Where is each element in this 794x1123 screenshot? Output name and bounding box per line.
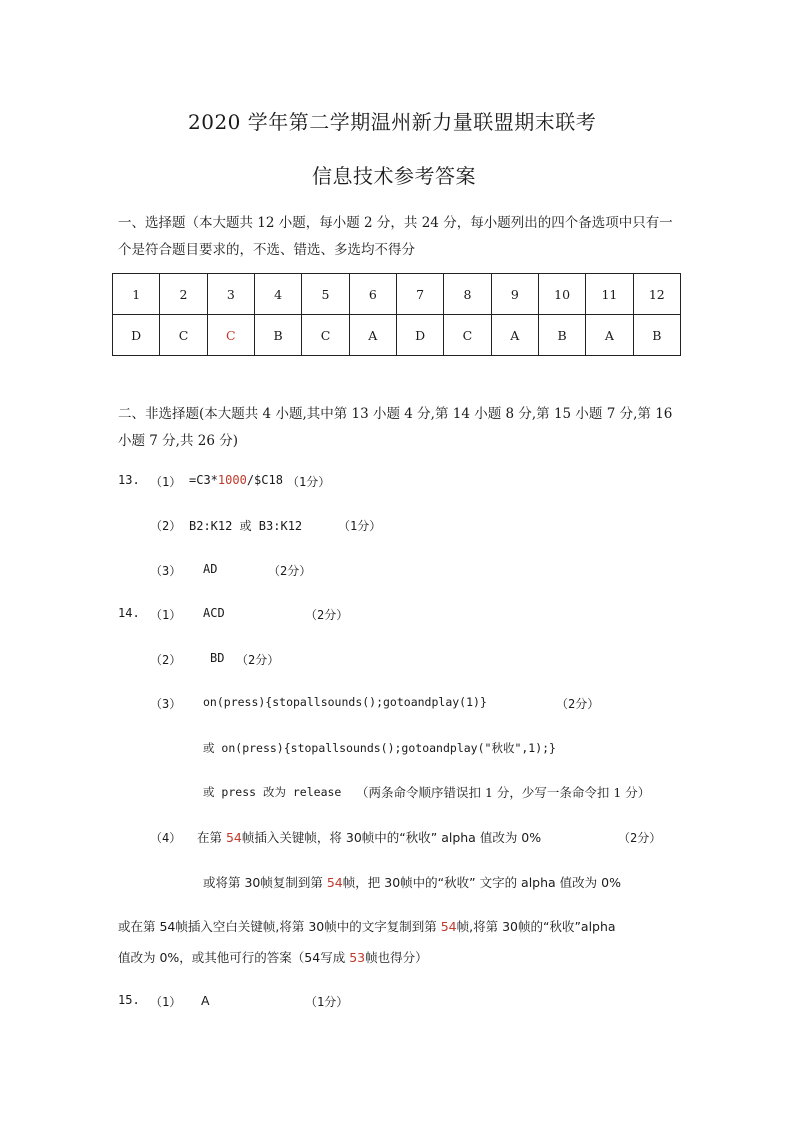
q14-part3-alt-answer: 或 on(press){stopallsounds();gotoandplay("秋收",1);}	[203, 741, 556, 755]
q14-part3-deduction-note: （两条命令顺序错误扣 1 分，少写一条命令扣 1 分）	[356, 785, 651, 800]
answer-cell: C	[160, 315, 207, 356]
q13-formula-highlight: 1000	[217, 473, 247, 487]
question-number-cell: 2	[160, 274, 207, 315]
q13-part3-label: （3）	[150, 564, 182, 578]
q14-part4-alt1-text-a: 或将第 30帧复制到第	[203, 875, 327, 890]
answer-table	[112, 273, 681, 356]
q14-part3-alt-release: 或 press 改为 release	[203, 785, 342, 799]
answer-cell: B	[254, 315, 301, 356]
answer-cell: C	[207, 315, 254, 356]
question-number-cell: 11	[586, 274, 633, 315]
section2-heading-line1: 二、非选择题(本大题共 4 小题,其中第 13 小题 4 分,第 14 小题 8 分,第 15 小题 7 分,第 16	[118, 406, 673, 422]
exam-title: 2020 学年第二学期温州新力量联盟期末联考	[188, 110, 597, 134]
q14-part4-frame-highlight: 54	[225, 830, 242, 845]
question-number-cell: 4	[254, 274, 301, 315]
answer-cell: C	[302, 315, 349, 356]
q13-part1-score: （1分）	[287, 475, 331, 489]
question-number-row	[113, 274, 681, 315]
q14-part4-alt2	[118, 917, 616, 935]
q14-part4-text-a: 在第	[197, 830, 226, 845]
q14-part4-alt1	[203, 873, 621, 891]
q13-part3-answer: AD	[203, 562, 218, 576]
q13-part3-score: （2分）	[268, 564, 312, 578]
q13-part2-label: （2）	[150, 519, 182, 533]
q14-part1-score: （2分）	[305, 608, 349, 622]
q14-part3-label: （3）	[150, 697, 182, 711]
question-number-cell: 6	[349, 274, 396, 315]
answer-cell: B	[633, 315, 680, 356]
q15-part1-score: （1分）	[305, 995, 349, 1009]
answer-cell: D	[113, 315, 160, 356]
q15-number: 15.	[118, 993, 140, 1007]
question-number-cell: 5	[302, 274, 349, 315]
q14-part4-alt3-text-b: 帧也得分）	[365, 950, 428, 965]
q14-part4-alt3-highlight: 53	[349, 950, 366, 965]
q13-part2-score: （1分）	[338, 519, 382, 533]
q15-part1-answer: A	[201, 993, 210, 1008]
q14-part4-label: （4）	[150, 831, 182, 845]
question-number-cell: 8	[444, 274, 491, 315]
question-number-cell: 3	[207, 274, 254, 315]
q14-part4-alt2-text-a: 或在第 54帧插入空白关键帧,将第 30帧中的文字复制到第	[118, 919, 441, 934]
answer-key-title: 信息技术参考答案	[312, 164, 476, 188]
q14-part4-alt1-text-b: 帧，把 30帧中的“秋收” 文字的 alpha 值改为 0%	[342, 875, 621, 890]
question-number-cell: 1	[113, 274, 160, 315]
q13-part1-answer	[189, 473, 283, 487]
q14-part1-label: （1）	[150, 608, 182, 622]
q14-part4-score: （2分）	[618, 831, 662, 845]
q14-part3-score: （2分）	[556, 697, 600, 711]
answer-cell: B	[538, 315, 585, 356]
answer-cell: A	[349, 315, 396, 356]
q14-part1-answer: ACD	[203, 606, 225, 620]
q13-part1-label: （1）	[150, 475, 182, 489]
section1-heading-line1: 一、选择题（本大题共 12 小题，每小题 2 分，共 24 分，每小题列出的四个备选项中只有一	[118, 215, 673, 231]
q13-part2-answer: B2:K12 或 B3:K12	[189, 519, 303, 533]
question-number-cell: 10	[538, 274, 585, 315]
q14-part3-answer: on(press){stopallsounds();gotoandplay(1)}	[203, 695, 487, 709]
answer-cell: A	[491, 315, 538, 356]
q13-formula-suffix: /$C18	[246, 473, 283, 487]
q14-part2-score: （2分）	[236, 653, 280, 667]
q14-part4-alt2-highlight: 54	[440, 919, 457, 934]
q13-formula-prefix: =C3*	[189, 473, 218, 487]
q14-part2-answer: BD	[210, 651, 225, 665]
question-number-cell: 12	[633, 274, 680, 315]
section2-heading-line2: 小题 7 分,共 26 分)	[118, 433, 238, 449]
q14-part2-label: （2）	[150, 653, 182, 667]
section1-heading-line2: 个是符合题目要求的，不选、错选、多选均不得分	[118, 242, 415, 258]
q13-number: 13.	[118, 473, 140, 487]
answer-cell: A	[586, 315, 633, 356]
q14-part4-alt2-text-b: 帧,将第 30帧的“秋收”alpha	[456, 919, 616, 934]
answer-row	[113, 315, 681, 356]
q14-part4-text-b: 帧插入关键帧，将 30帧中的“秋收” alpha 值改为 0%	[241, 830, 542, 845]
question-number-cell: 7	[396, 274, 443, 315]
q14-part4-answer	[197, 828, 541, 846]
q14-number: 14.	[118, 606, 140, 620]
q14-part4-alt1-highlight: 54	[326, 875, 343, 890]
answer-cell: C	[444, 315, 491, 356]
q15-part1-label: （1）	[150, 995, 182, 1009]
answer-cell: D	[396, 315, 443, 356]
question-number-cell: 9	[491, 274, 538, 315]
q14-part4-alt3-text-a: 值改为 0%，或其他可行的答案（54写成	[118, 950, 350, 965]
q14-part4-alt3	[118, 948, 428, 966]
